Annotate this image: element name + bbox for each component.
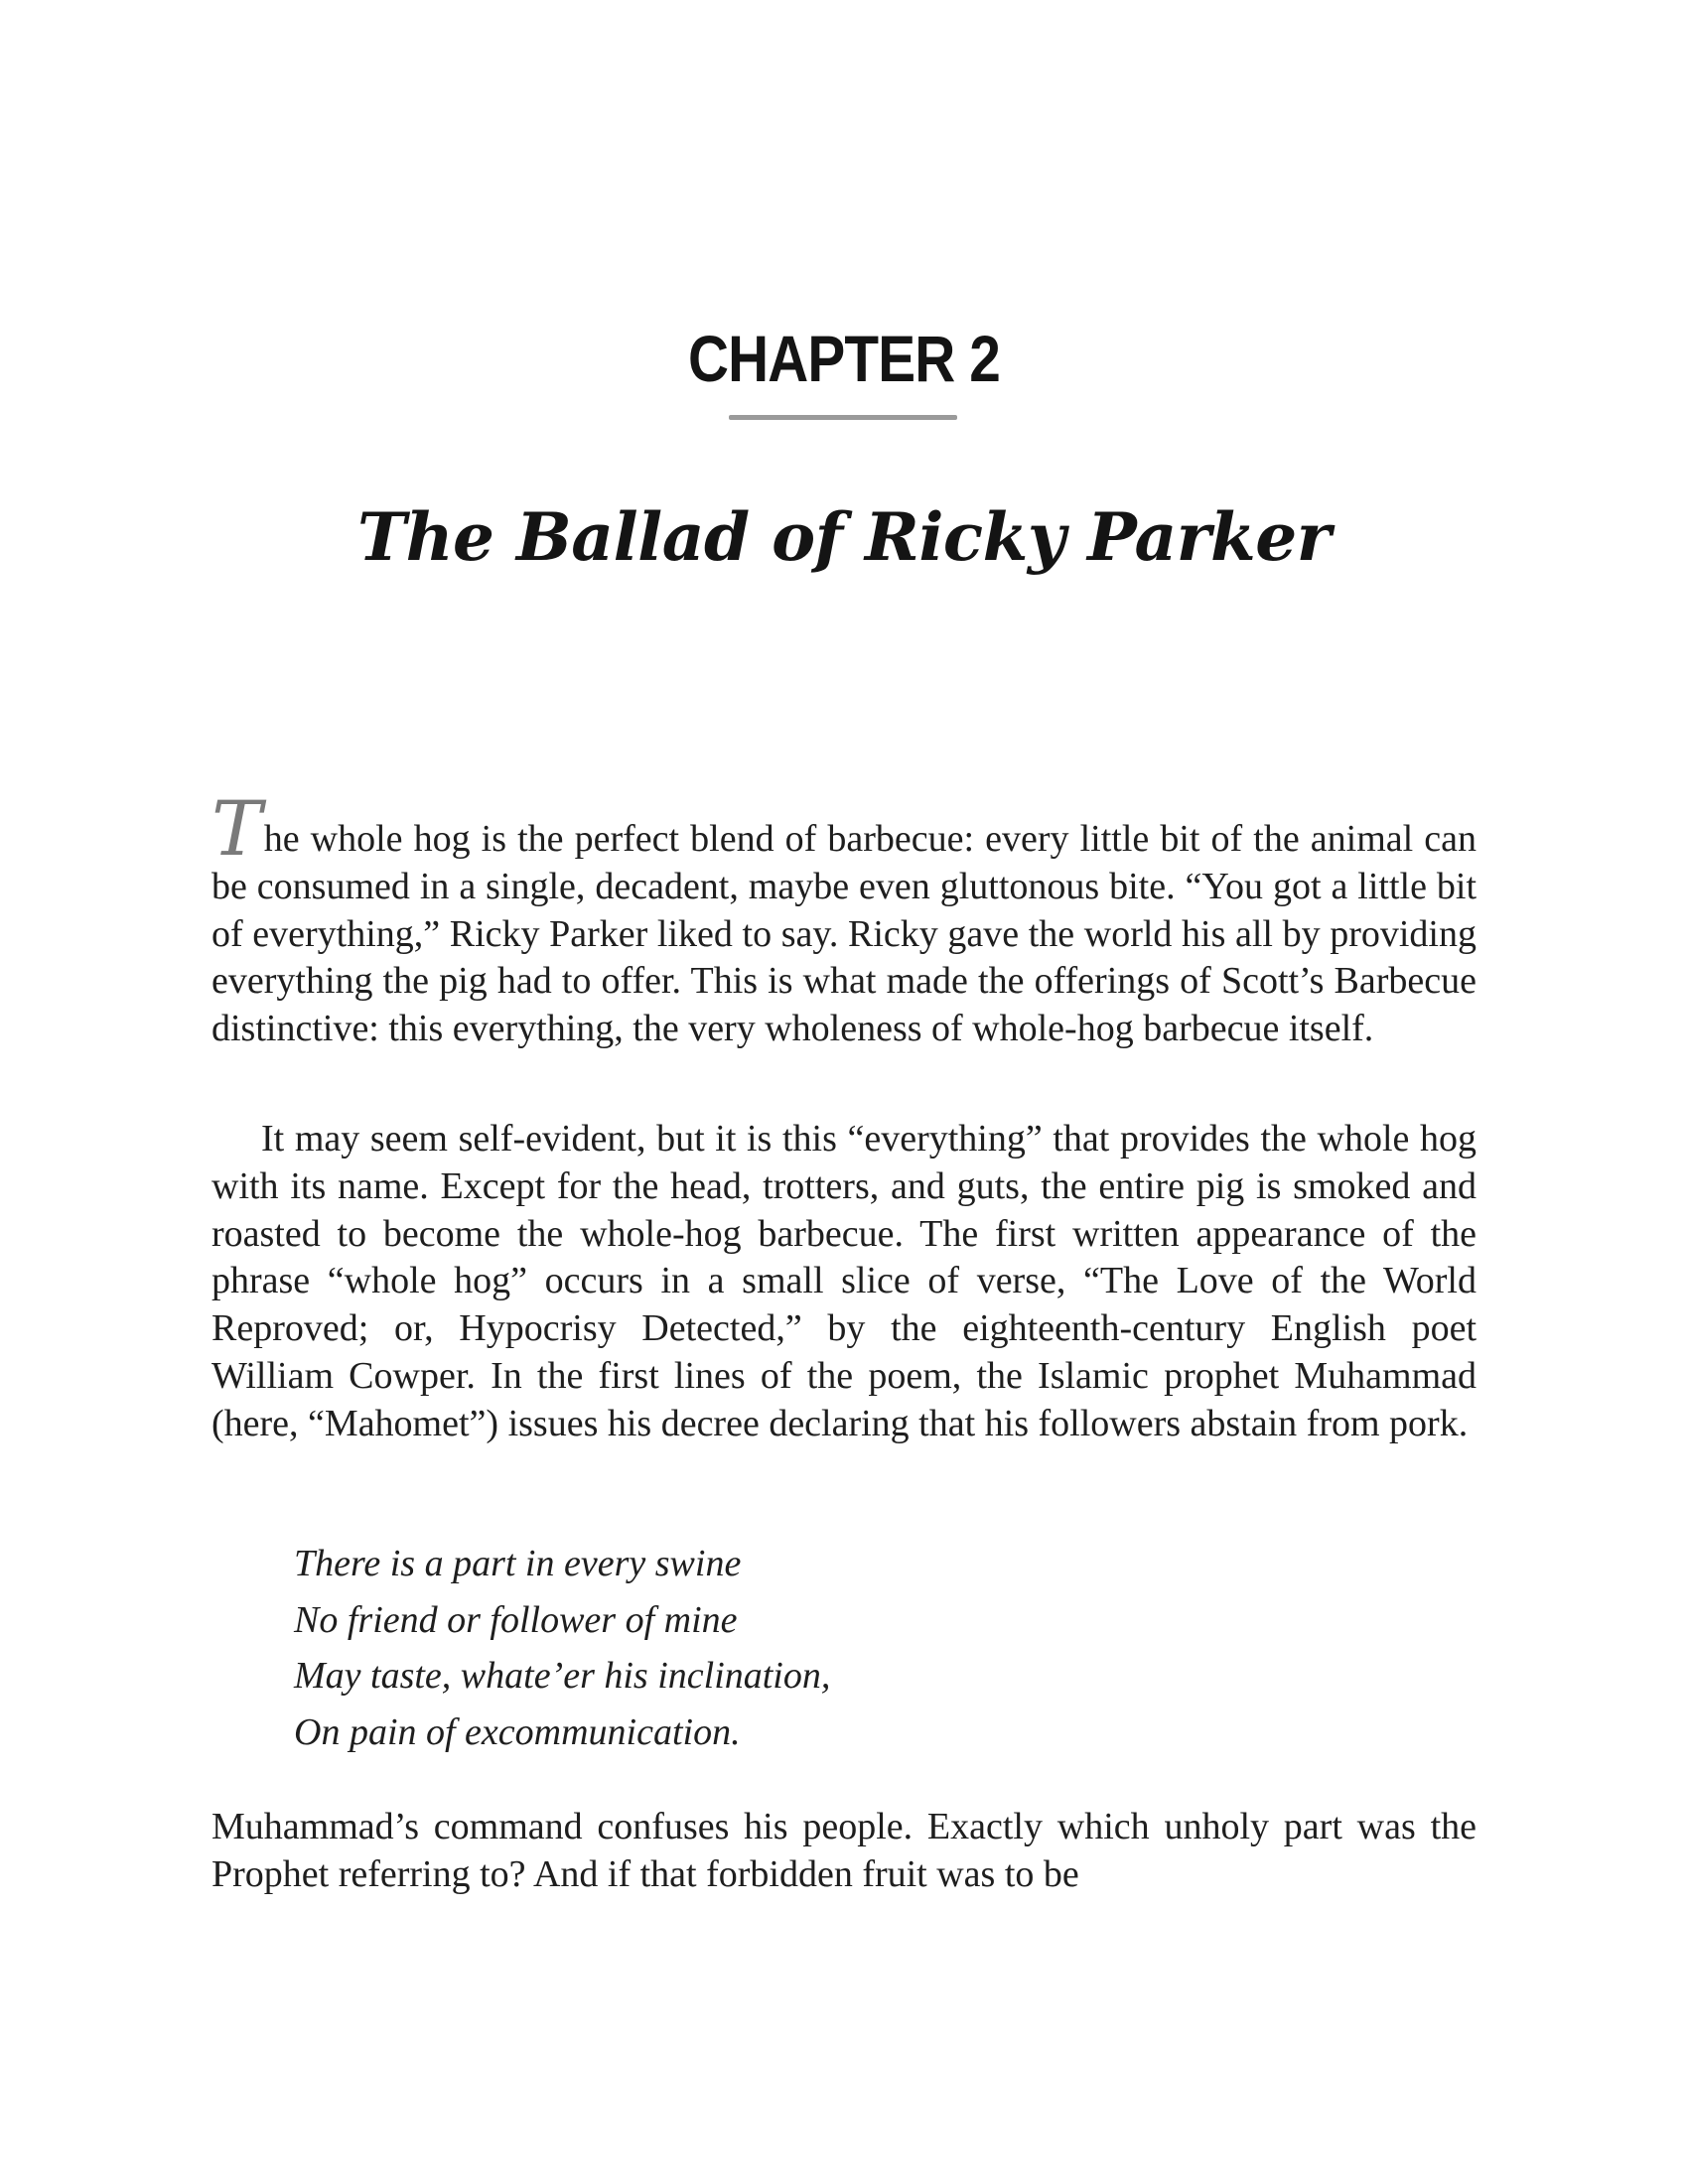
paragraph-2: It may seem self-evident, but it is this “everything” that provides the whole hog with its name. Except for the head, trotters, and guts, the entire pig is smoked and roasted to become the whole-hog barbecue. The first written appearance of the phrase “whole hog” occurs in a small slice of verse, “The Love of the World Reproved; or, Hypocrisy Detected,” by the eighteenth-century English poet William Cowper. In the first lines of the poem, the Islamic prophet Muhammad (here, “Mahomet”) issues his decree declaring that his followers abstain from pork. xyxy=(211,1118,1477,1444)
verse-line: May taste, whate’er his inclination, xyxy=(294,1655,831,1697)
drop-cap-initial: T xyxy=(211,784,262,873)
verse-line: On pain of excommunication. xyxy=(294,1710,741,1753)
paragraph-3: Muhammad’s command confuses his people. Exactly which unholy part was the Prophet referring to? And if that forbidden fruit was to be xyxy=(211,1806,1477,1895)
verse-block xyxy=(294,1536,1287,1760)
paragraph-1 xyxy=(211,784,1477,1053)
paragraph-1-text: he whole hog is the perfect blend of barbecue: every little bit of the animal can be consumed in a single, decadent, maybe even gluttonous bite. “You got a little bit of everything,” Ricky Parker liked to say. Ricky gave the world his all by providing everything the pig had to offer. This is what made the offerings of Scott’s Barbecue distinctive: this everything, the very wholeness of whole-hog barbecue itself. xyxy=(211,818,1477,1050)
chapter-number: CHAPTER 2 xyxy=(688,322,1000,395)
chapter-divider-rule xyxy=(729,415,957,420)
verse-line: No friend or follower of mine xyxy=(294,1598,738,1641)
chapter-title: The Ballad of Ricky Parker xyxy=(356,498,1332,576)
verse-line: There is a part in every swine xyxy=(294,1543,742,1584)
